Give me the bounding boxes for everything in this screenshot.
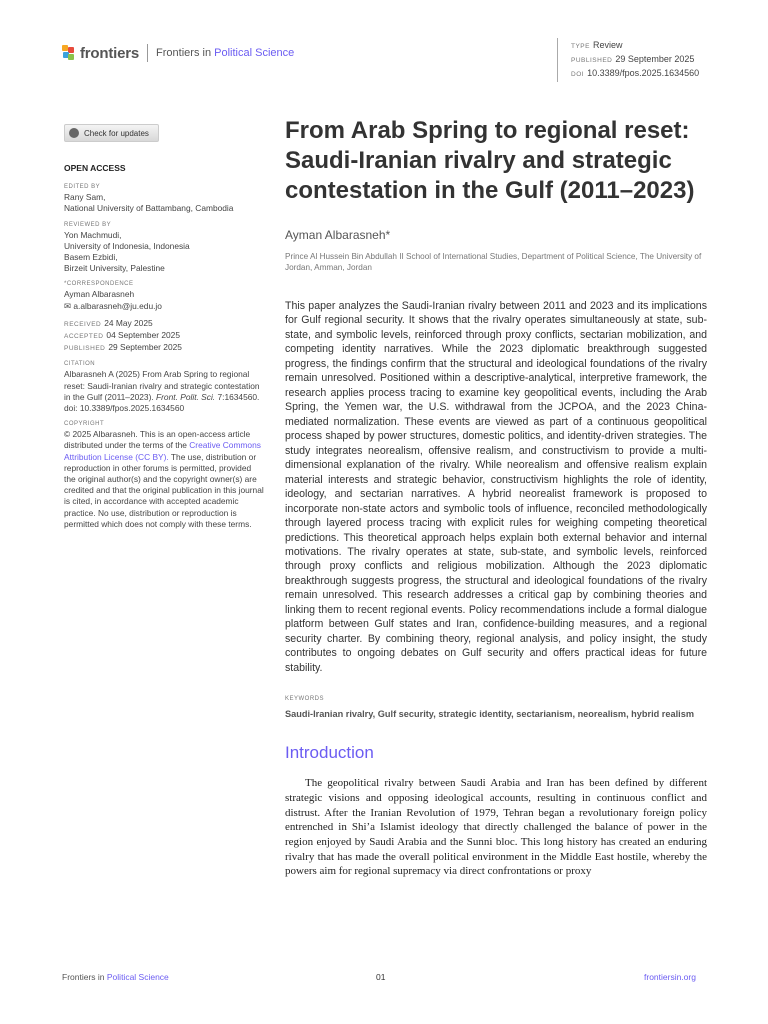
citation-volume: 7:1634560. [217,391,260,402]
received-label: RECEIVED [64,320,102,328]
sidebar [64,163,264,536]
section-label: REVIEWED BY [64,221,112,228]
section-label: *CORRESPONDENCE [64,281,134,288]
accepted-date: 04 September 2025 [106,330,180,341]
mail-icon: ✉ [64,300,74,311]
copyright-text: The use, distribution or reproduction in other forums is permitted, provided the original author(s) and the copyright owner(s) are credited and that the original publication in this journal is cited, in accordance with accepted academic practice. No use, distribution or reproduction is permitted which does not comply with these terms. [64,451,264,529]
type-value: Review [592,40,623,50]
reviewer-name: Basem Ezbidi, [64,252,118,263]
article-title: From Arab Spring to regional reset: Saudi-Iranian rivalry and strategic contestation in the Gulf (2011–2023) [285,117,695,204]
correspondence-name: Ayman Albarasneh [64,289,135,300]
copyright [64,420,264,530]
open-access-label: OPEN ACCESS [64,163,126,173]
received-date: 24 May 2025 [104,317,153,328]
page-number: 01 [376,972,386,982]
type-label: TYPE [571,43,590,50]
correspondence [64,280,264,311]
footer-journal-prefix: Frontiers in [62,972,105,982]
body-paragraph: The geopolitical rivalry between Saudi Arabia and Iran has been defined by different strategic visions and opposing ideological accounts, resulting in continuous conflict and distrust. After the Iranian Revolution of 1979, Tehran began a revolutionary foreign policy entrenched in Shi’a Islamist ideology that directly challenged the balance of power in the region enjoyed by Saudi Arabia and the Sunni bloc. This long history has created an enduring rivalry that has made the overall political environment in the Middle East hostile, whereby the powers aim for regional supremacy via direct confrontations or proxy [285,777,707,878]
citation-text: Albarasneh A (2025) From Arab Spring to regional reset: Saudi-Iranian rivalry and strategic contestation in the Gulf (2011–2023). [64,369,260,402]
doi-link[interactable]: 10.3389/fpos.2025.1634560 [587,68,700,78]
section-label: CITATION [64,361,96,368]
reviewer-name: Yon Machmudi, [64,229,122,240]
journal-name[interactable] [156,47,294,59]
check-for-updates-button[interactable] [64,124,159,142]
published-date: 29 September 2025 [108,342,182,353]
update-icon [69,128,79,138]
accepted-label: ACCEPTED [64,333,104,341]
journal-prefix: Frontiers in [156,47,212,59]
author-name[interactable]: Ayman Albarasneh* [285,228,391,242]
article-body [285,116,707,879]
frontiers-logo-icon [62,45,76,61]
reviewer-affiliation: Birzeit University, Palestine [64,263,165,274]
footer-journal[interactable] [62,971,169,983]
published-label: PUBLISHED [64,345,106,353]
editor-name: Rany Sam, [64,192,106,203]
license-link[interactable]: Creative Commons Attribution License (CC BY). [64,440,261,462]
journal-header [62,44,294,62]
footer-journal-name: Political Science [106,972,169,982]
copyright-text: © 2025 Albarasneh. This is an open-access article distributed under the terms of the [64,429,251,451]
divider [557,38,558,82]
journal-title: Political Science [214,47,295,59]
article-meta [571,39,699,81]
section-heading: Introduction [285,743,374,763]
site-link[interactable]: frontiersin.org [644,972,696,982]
abstract: This paper analyzes the Saudi-Iranian rivalry between 2011 and 2023 and its implications for Gulf regional security. It shows that the rivalry operates simultaneously at state, sub-state, and symbolic levels, reinforced through proxy conflicts, sectarian mobilization, and competing identity narratives. While the 2023 diplomatic breakthrough suggested progress, the findings confirm that the structural and ideological foundations of the rivalry remain unresolved. Positioned within a descriptive-analytical, interpretive framework, the research applies process tracing to examine key geopolitical events, including the Arab Spring, the Yemen war, the U.S. withdrawal from the JCPOA, and the 2023 China-mediated normalization. These events are viewed as part of a continuous geopolitical process shaped by power structures, domestic politics, and identity-driven strategies. The study integrates neorealism, offensive realism, and constructivism to provide a multi-dimensional explanation of the rivalry. While neorealism and offensive realism explain material interests and strategic behavior, constructivism highlights the role of identity, ideology, and sectarian narratives. A hybrid neorealist framework is proposed to incorporate non-state actors and symbolic tools of influence, reconciled methodologically through layered process tracing with explicit rules for weighing competing theoretical predictions. This theoretical approach helps explain both external behavior and internal motivations. The rivalry operates at state, sub-state, and symbolic levels, reinforced through proxy conflicts and religious mobilization. Although the 2023 diplomatic breakthrough suggests progress, the structural and ideological foundations of the rivalry remain unresolved. This research addresses a critical gap by combining theories and linking them to recent regional events. Policy recommendations include a formal dialogue platform between Gulf states and Iran, confidence-building measures, and a regional security charter. By combining theory, regional analysis, and policy insight, the study contributes to ongoing debates on Gulf security and offers practical ideas for future stability. [285,300,707,674]
check-updates-label: Check for updates [84,128,149,138]
keywords: Saudi-Iranian rivalry, Gulf security, strategic identity, sectarianism, neorealism, hybrid realism [285,709,694,720]
brand-name[interactable]: frontiers [80,44,140,62]
published-label: PUBLISHED [571,57,613,64]
keywords-label: KEYWORDS [285,696,325,703]
author-affiliation: Prince Al Hussein Bin Abdullah II School of International Studies, Department of Political Science, The University of Jordan, Amman, Jordan [285,252,702,272]
reviewed-by [64,221,264,275]
citation-doi: doi: 10.3389/fpos.2025.1634560 [64,403,185,414]
published-value: 29 September 2025 [615,54,695,64]
citation [64,360,264,414]
page-footer [0,971,768,983]
dates [64,318,264,355]
edited-by [64,183,264,214]
reviewer-affiliation: University of Indonesia, Indonesia [64,240,190,251]
citation-journal: Front. Polit. Sci. [156,391,216,402]
section-label: EDITED BY [64,184,101,191]
editor-affiliation: National University of Battambang, Cambodia [64,203,234,214]
email-link[interactable]: a.albarasneh@ju.edu.jo [73,300,162,311]
divider [147,44,148,62]
section-label: COPYRIGHT [64,421,105,428]
doi-label: DOI [571,71,585,78]
